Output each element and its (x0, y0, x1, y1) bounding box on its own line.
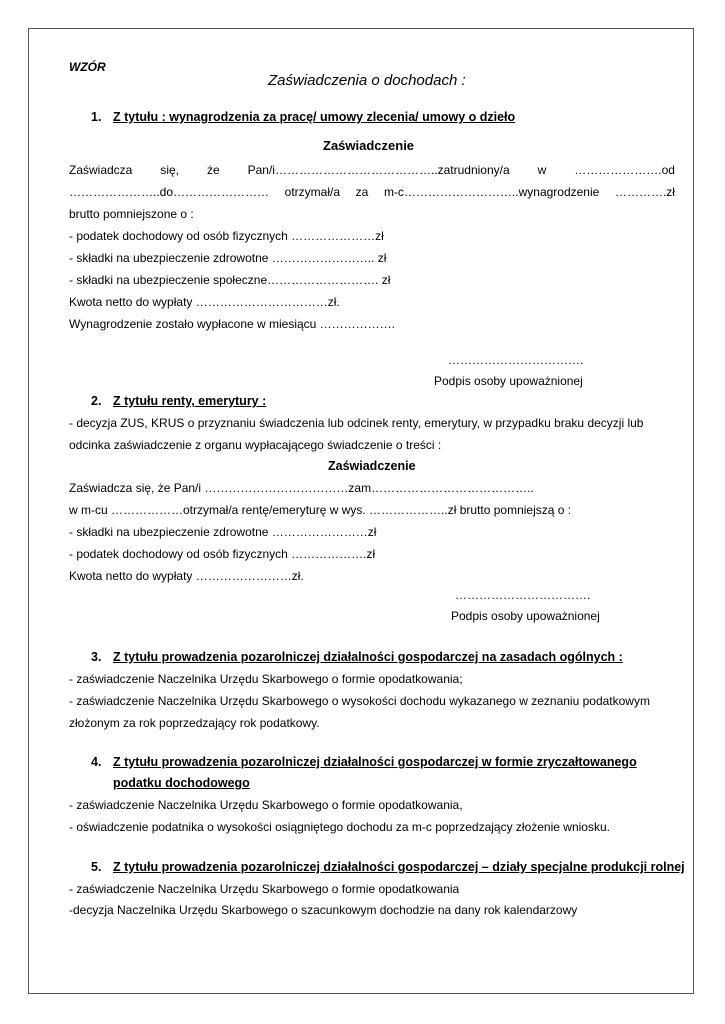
section-2-line-4: w m-cu ………………otrzymał/a rentę/emeryturę w wys. ………………..zł brutto pomniejszą o : (69, 503, 572, 517)
section-1-line-1 (69, 163, 675, 177)
section-5-number: 5. (91, 860, 102, 874)
section-4-line-2: - oświadczenie podatnika o wysokości osiągniętego dochodu za m-c poprzedzający złożenie wniosku. (69, 820, 610, 834)
section-1-line-5: - składki na ubezpieczenie zdrowotne …………………….. zł (69, 251, 387, 265)
section-2-line-1: - decyzja ZUS, KRUS o przyznaniu świadczenia lub odcinek renty, emerytury, w przypadku braku decyzji lub (69, 416, 644, 430)
section-1-number: 1. (91, 110, 102, 124)
section-2-subtitle: Zaświadczenie (328, 459, 416, 473)
section-1-line-3: brutto pomniejszone o : (69, 207, 194, 221)
section-2-line-2: odcinka zaświadczenie z organu wypłacającego świadczenie o treści : (69, 438, 442, 452)
section-1-heading: Z tytułu : wynagrodzenia za pracę/ umowy zlecenia/ umowy o dzieło (113, 110, 516, 124)
section-2-line-6: - podatek dochodowy od osób fizycznych ……………….zł (69, 547, 376, 561)
text-segment: m-c………………………..wynagrodzenie (383, 185, 600, 199)
signature-label: Podpis osoby upoważnionej (434, 374, 583, 388)
section-3-line-3: złożonym za rok poprzedzający rok podatkowy. (69, 716, 320, 730)
text-segment: …………………..do…………………… (69, 185, 270, 199)
text-segment: otrzymał/a (284, 185, 340, 199)
section-4-heading-line-2: podatku dochodowego (113, 776, 250, 790)
text-segment: ………….zł (614, 185, 675, 199)
text-segment: w (537, 163, 547, 177)
text-segment: się, (160, 163, 179, 177)
text-segment: że (206, 163, 220, 177)
section-3-line-2: - zaświadczenie Naczelnika Urzędu Skarbowego o wysokości dochodu wykazanego w zeznaniu podatkowym (69, 694, 650, 708)
section-4-number: 4. (91, 755, 102, 769)
section-2-line-5: - składki na ubezpieczenie zdrowotne ……………………zł (69, 525, 377, 539)
section-1-line-8: Wynagrodzenie zostało wypłacone w miesiącu ………………. (69, 317, 396, 331)
text-segment: za (355, 185, 369, 199)
text-segment: Pan/i…………………………………..zatrudniony/a (247, 163, 510, 177)
section-1-line-6: - składki na ubezpieczenie społeczne………………………. zł (69, 273, 391, 287)
section-1-line-4: - podatek dochodowy od osób fizycznych …………………zł (69, 229, 384, 243)
section-5-line-1: - zaświadczenie Naczelnika Urzędu Skarbowego o formie opodatkowania (69, 882, 460, 896)
section-3-number: 3. (91, 650, 102, 664)
text-segment: ………………….od (574, 163, 675, 177)
signature-dots: ……………………………. (455, 588, 591, 602)
section-2-line-7: Kwota netto do wypłaty ……………………zł. (69, 569, 304, 583)
section-2-number: 2. (91, 394, 102, 408)
section-5-line-2: -decyzja Naczelnika Urzędu Skarbowego o szacunkowym dochodzie na dany rok kalendarzowy (69, 903, 578, 917)
section-3-line-1: - zaświadczenie Naczelnika Urzędu Skarbowego o formie opodatkowania; (69, 672, 463, 686)
section-2-line-3: Zaświadcza się, że Pan/i ………………………………zam………………………………….. (69, 481, 534, 495)
section-1-line-7: Kwota netto do wypłaty ……………………………zł. (69, 295, 340, 309)
signature-dots: ……………………………. (448, 353, 584, 367)
section-5-heading: Z tytułu prowadzenia pozarolniczej działalności gospodarczej – działy specjalne produkcji rolnej (113, 860, 685, 874)
section-4-line-1: - zaświadczenie Naczelnika Urzędu Skarbowego o formie opodatkowania, (69, 798, 463, 812)
section-2-heading: Z tytułu renty, emerytury : (113, 394, 267, 408)
section-3-heading: Z tytułu prowadzenia pozarolniczej działalności gospodarczej na zasadach ogólnych : (113, 650, 623, 664)
text-segment: Zaświadcza (69, 163, 133, 177)
template-label: WZÓR (69, 60, 106, 74)
signature-label: Podpis osoby upoważnionej (451, 609, 600, 623)
section-4-heading-line-1: Z tytułu prowadzenia pozarolniczej działalności gospodarczej w formie zryczałtowanego (113, 755, 637, 769)
section-1-line-2 (69, 185, 675, 199)
section-1-subtitle: Zaświadczenie (323, 138, 415, 153)
document-title: Zaświadczenia o dochodach : (268, 72, 466, 89)
